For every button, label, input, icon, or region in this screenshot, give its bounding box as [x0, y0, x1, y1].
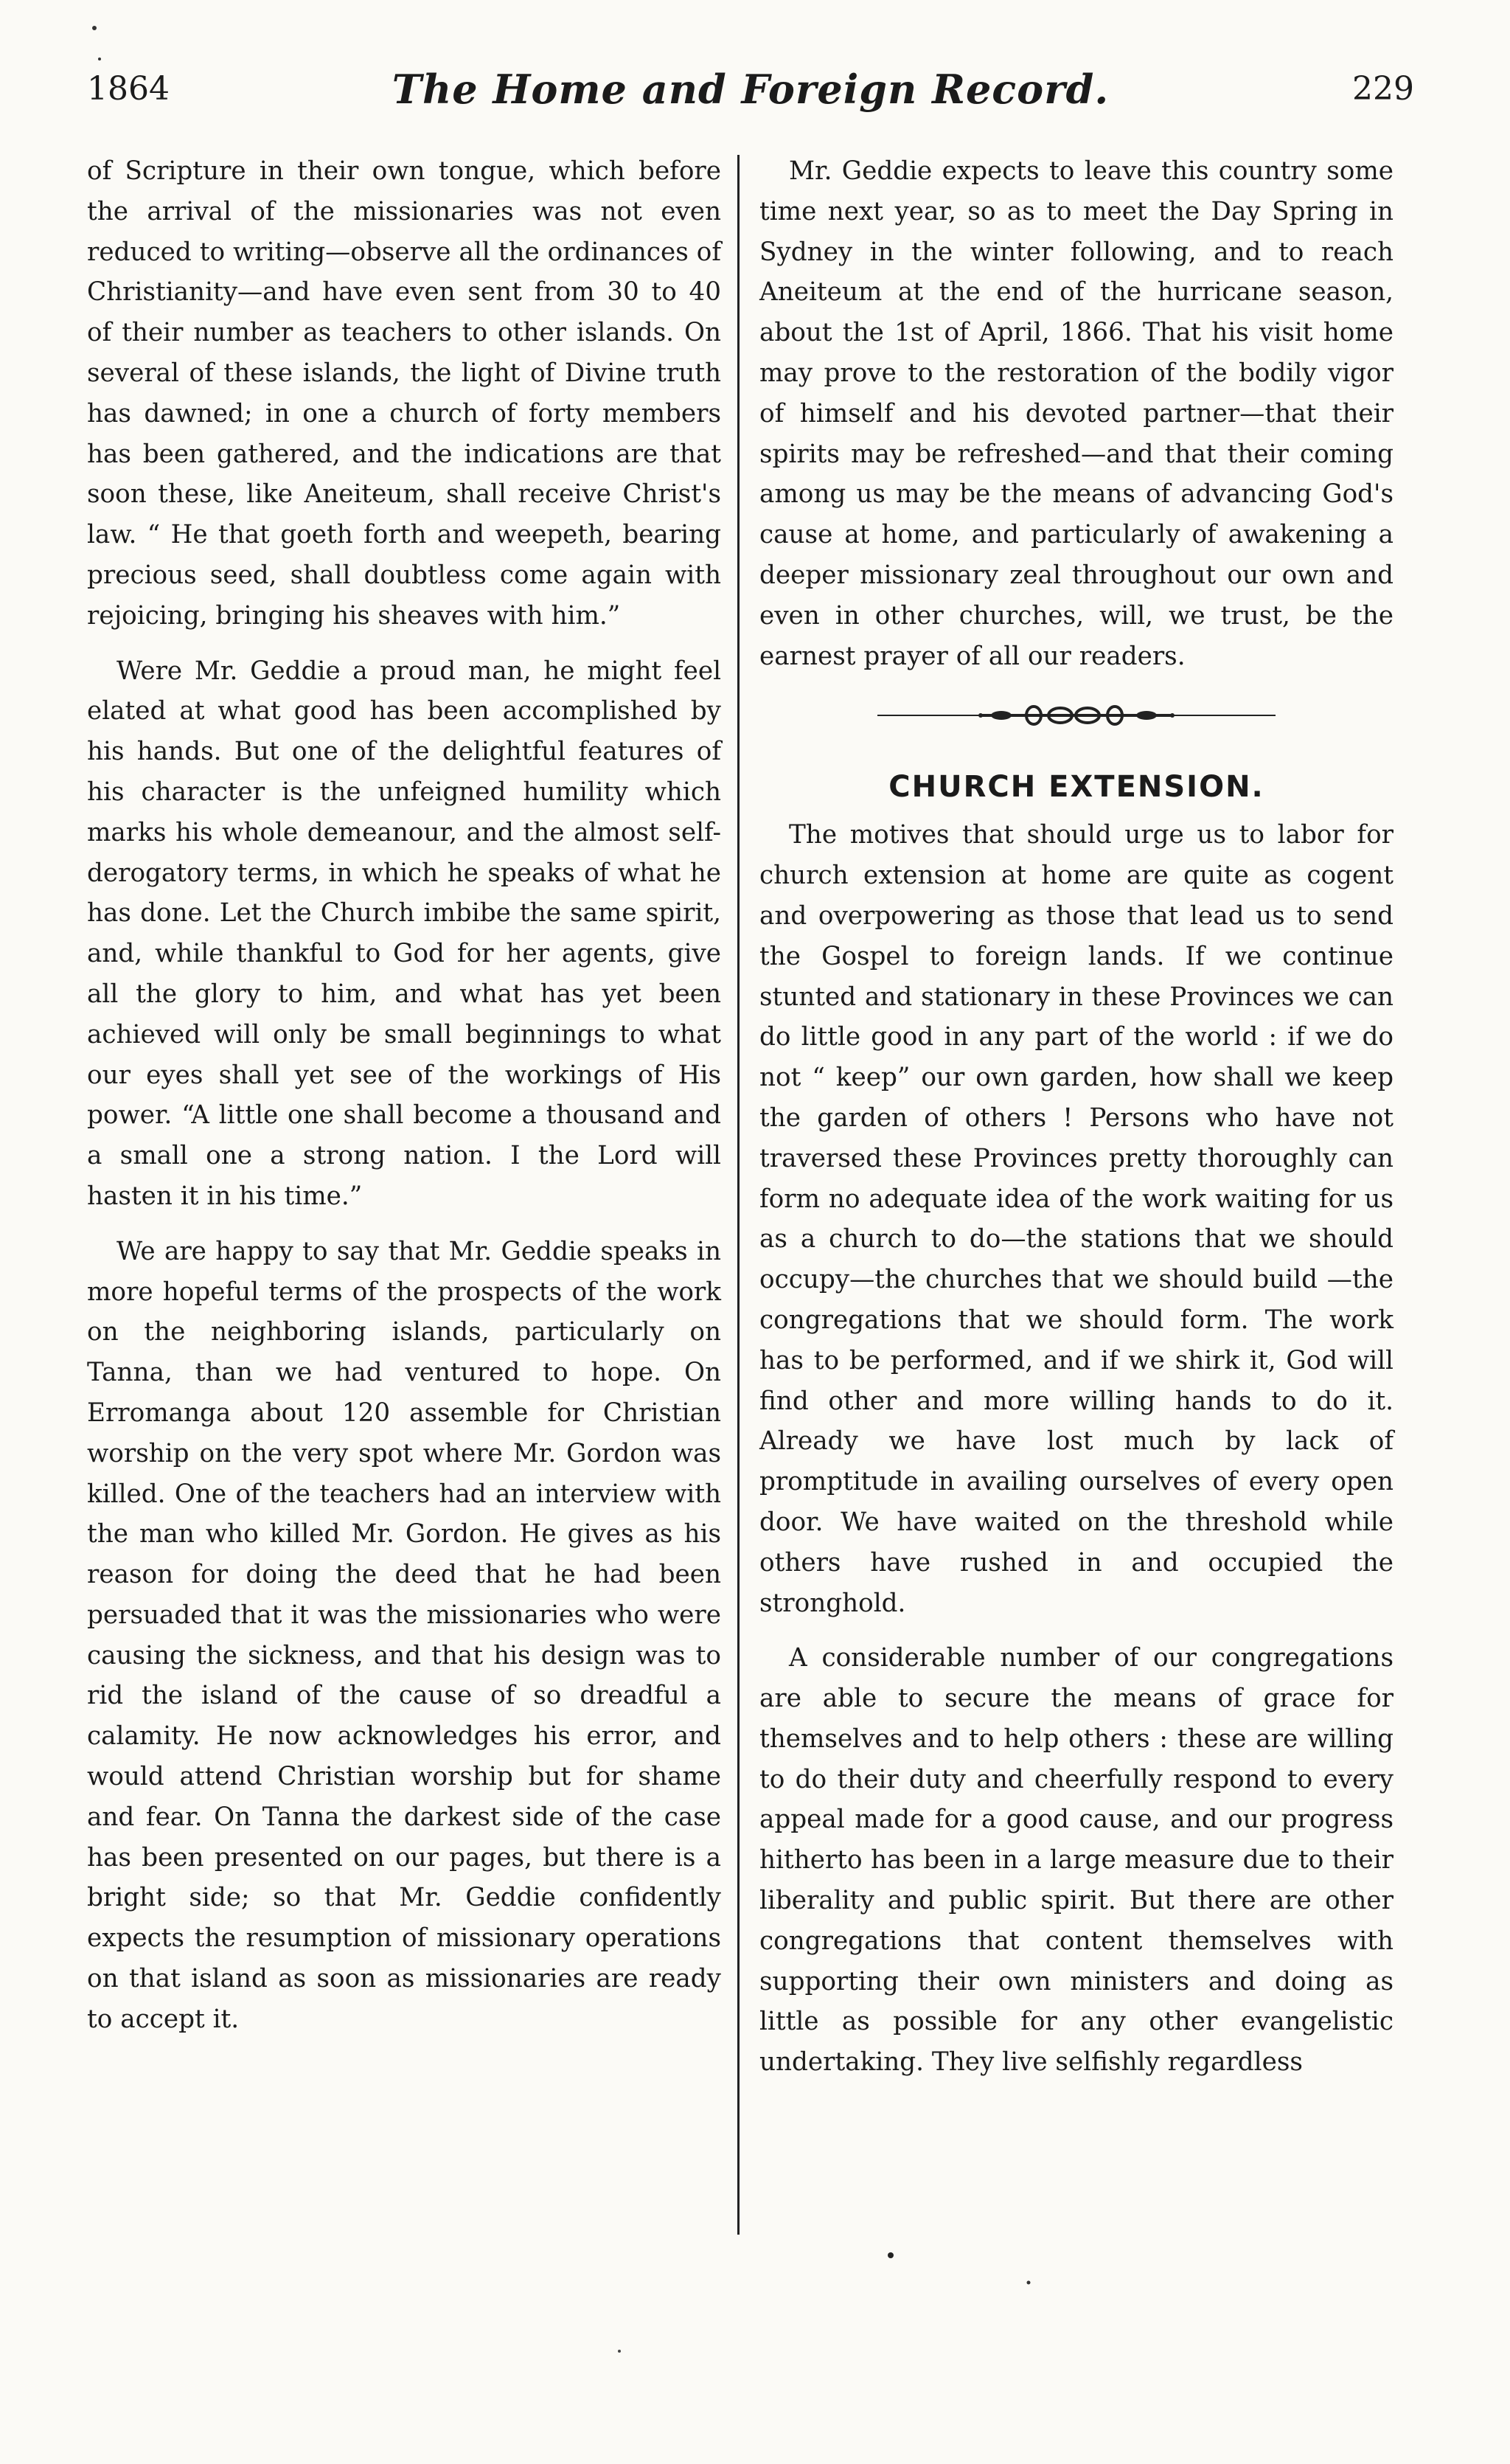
header-year: 1864 — [87, 70, 170, 108]
paragraph: The motives that should urge us to labor for church extension at home are quite as cogent and overpowering as those that lead us to send the Gospel to foreign lands. If we continue stunted and stationary in these Provinces we can do little good in any part of the world : if we do not “ keep” our own garden, how shall we keep the garden of others ! Persons who have not traversed these Provinces pretty thoroughly can form no adequate idea of the work waiting for us as a church to do—the stations that we should occupy—the churches that we should build —the congregations that we should form. The work has to be performed, and if we shirk it, God will find other and more willing hands to do it. Already we have lost much by lack of promptitude in availing ourselves of every open door. We have waited on the threshold while others have rushed in and occupied the stronghold. — [759, 820, 1394, 1618]
paragraph: Were Mr. Geddie a proud man, he might feel elated at what good has been accomplished by his hands. But one of the delightful features of his character is the unfeigned humility which marks his whole demeanour, and the almost self-derogatory terms, in which he speaks of what he has done. Let the Church imbibe the same spirit, and, while thankful to God for her agents, give all the glory to him, and what has yet been achieved will only be small beginnings to what our eyes shall yet see of the workings of His power. “A little one shall become a thousand and a small one a strong nation. I the Lord will hasten it in his time.” — [87, 656, 721, 1211]
left-column — [87, 151, 721, 2040]
paragraph: Mr. Geddie expects to leave this country some time next year, so as to meet the Day Spring in Sydney in the winter following, and to reach Aneiteum at the end of the hurricane season, about the 1st of April, 1866. That his visit home may prove to the restoration of the bodily vigor of himself and his devoted partner—that their spirits may be refreshed—and that their coming among us may be the means of advancing God's cause at home, and particularly of awakening a deeper missionary zeal throughout our own and even in other churches, will, we trust, be the earnest prayer of all our readers. — [759, 156, 1394, 671]
journal-title: The Home and Foreign Record. — [392, 66, 1110, 113]
right-column — [759, 151, 1394, 2083]
section-heading: CHURCH EXTENSION. — [888, 770, 1264, 805]
ornamental-rule-icon — [870, 697, 1283, 734]
column-divider — [737, 155, 740, 2235]
paragraph: A considerable number of our congregations are able to secure the means of grace for themselves and to help others : these are willing to do their duty and cheerfully respond to every appeal made for a good cause, and our progress hitherto has been in a large measure due to their liberality and public spirit. But there are other congregations that content themselves with supporting their own ministers and doing as little as possible for any other evangelistic undertaking. They live selfishly regardless — [759, 1643, 1394, 2078]
paragraph: We are happy to say that Mr. Geddie speaks in more hopeful terms of the prospects of the work on the neighboring islands, particularly on Tanna, than we had ventured to hope. On Erromanga about 120 assemble for Christian worship on the very spot where Mr. Gordon was killed. One of the teachers had an interview with the man who killed Mr. Gordon. He gives as his reason for doing the deed that he had been persuaded that it was the missionaries who were causing the sickness, and that his design was to rid the island of the cause of so dreadful a calamity. He now acknowledges his error, and would attend Christian worship but for shame and fear. On Tanna the darkest side of the case has been presented on our pages, but there is a bright side; so that Mr. Geddie confidently expects the resumption of missionary operations on that island as soon as missionaries are ready to accept it. — [87, 1236, 721, 2034]
paragraph: of Scripture in their own tongue, which before the arrival of the missionaries was not even reduced to writing—observe all the ordinances of Christianity—and have even sent from 30 to 40 of their number as teachers to other islands. On several of these islands, the light of Divine truth has dawned; in one a church of forty members has been gathered, and the indications are that soon these, like Aneiteum, shall receive Christ's law. “ He that goeth forth and weepeth, bearing precious seed, shall doubtless come again with rejoicing, bringing his sheaves with him.” — [87, 156, 721, 631]
running-header — [87, 66, 1414, 125]
page-number: 229 — [1352, 70, 1414, 108]
